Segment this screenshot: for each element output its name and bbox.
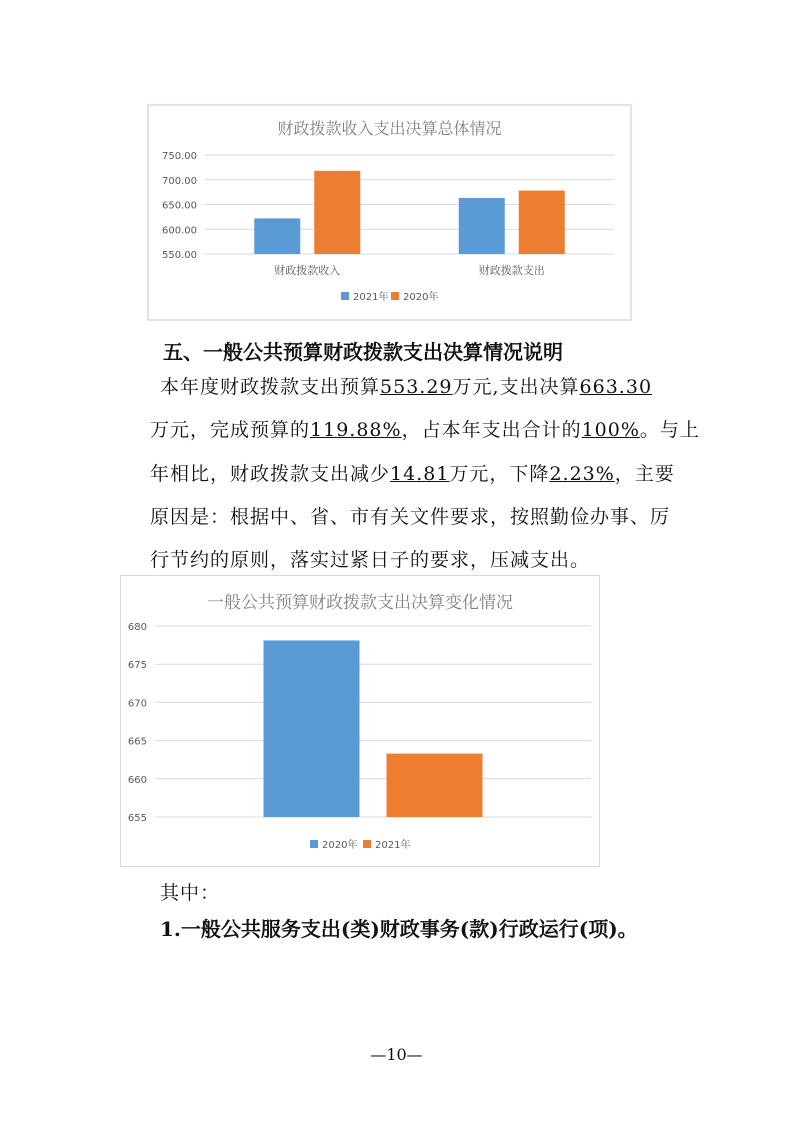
- paragraph-line-4: 原因是：根据中、省、市有关文件要求，按照勤俭办事、厉: [150, 506, 671, 528]
- y-tick-label: 670: [127, 698, 147, 710]
- y-tick-label: 675: [127, 660, 147, 672]
- y-tick-label: 650.00: [162, 200, 197, 212]
- text-span: 万元，下降: [449, 463, 550, 485]
- y-tick-label: 680: [127, 622, 147, 633]
- legend-swatch: [363, 840, 371, 848]
- y-tick-label: 700.00: [162, 175, 197, 187]
- legend-label: 2020年: [322, 840, 358, 851]
- bar-value-2020年: [264, 640, 360, 817]
- qizhong-label: 其中：: [160, 882, 221, 904]
- y-tick-label: 550.00: [162, 250, 197, 261]
- completion-rate: 119.88%: [310, 419, 402, 441]
- sub-heading: 1.一般公共服务支出(类)财政事务(款)行政运行(项)。: [160, 917, 638, 941]
- legend-swatch: [341, 292, 349, 300]
- paragraph-line-3: [150, 459, 675, 486]
- chart-title: 财政拨款收入支出决算总体情况: [277, 119, 502, 138]
- decrease-value: 14.81: [390, 463, 450, 485]
- bar-财政拨款支出-2021年: [459, 198, 505, 254]
- y-tick-label: 600.00: [162, 225, 197, 237]
- x-category-label: 财政拨款收入: [274, 264, 341, 277]
- y-tick-label: 750.00: [162, 151, 197, 162]
- actual-value: 663.30: [579, 376, 653, 398]
- bar-财政拨款收入-2020年: [314, 171, 360, 254]
- x-category-label: 财政拨款支出: [478, 264, 545, 277]
- bar-财政拨款支出-2020年: [519, 191, 565, 254]
- text-span: 万元，完成预算的: [150, 419, 311, 441]
- y-tick-label: 665: [127, 736, 147, 748]
- decrease-percent: 2.23%: [549, 463, 615, 485]
- bar-value-2021年: [387, 754, 483, 817]
- chart-svg: [121, 576, 599, 866]
- text-span: 本年度财政拨款支出预算: [160, 376, 381, 398]
- paragraph-line-1: [160, 372, 652, 399]
- text-span: ，占本年支出合计的: [401, 419, 582, 441]
- legend-label: 2021年: [375, 840, 411, 851]
- legend-label: 2021年: [353, 292, 389, 303]
- legend-label: 2020年: [403, 292, 439, 303]
- share-value: 100%: [581, 419, 640, 441]
- text-span: 年相比，财政拨款支出减少: [150, 463, 391, 485]
- chart-title: 一般公共预算财政拨款支出决算变化情况: [207, 593, 513, 613]
- bar-财政拨款收入-2021年: [254, 218, 300, 254]
- section-heading: 五、一般公共预算财政拨款支出决算情况说明: [163, 340, 563, 364]
- paragraph-line-2: [150, 415, 700, 442]
- budget-value: 553.29: [380, 376, 453, 398]
- text-span: ，主要: [614, 463, 675, 485]
- y-tick-label: 655: [127, 813, 147, 824]
- chart-expenditure-change: [120, 575, 600, 867]
- text-span: 。与上: [639, 419, 700, 441]
- chart-revenue-expenditure-overall: [147, 104, 632, 321]
- text-span: 万元,支出决算: [452, 376, 580, 398]
- legend-swatch: [310, 840, 318, 848]
- y-tick-label: 660: [127, 774, 147, 786]
- page-number: —10—: [370, 1045, 423, 1064]
- paragraph-line-5: 行节约的原则，落实过紧日子的要求，压减支出。: [150, 549, 591, 571]
- legend-swatch: [391, 292, 399, 300]
